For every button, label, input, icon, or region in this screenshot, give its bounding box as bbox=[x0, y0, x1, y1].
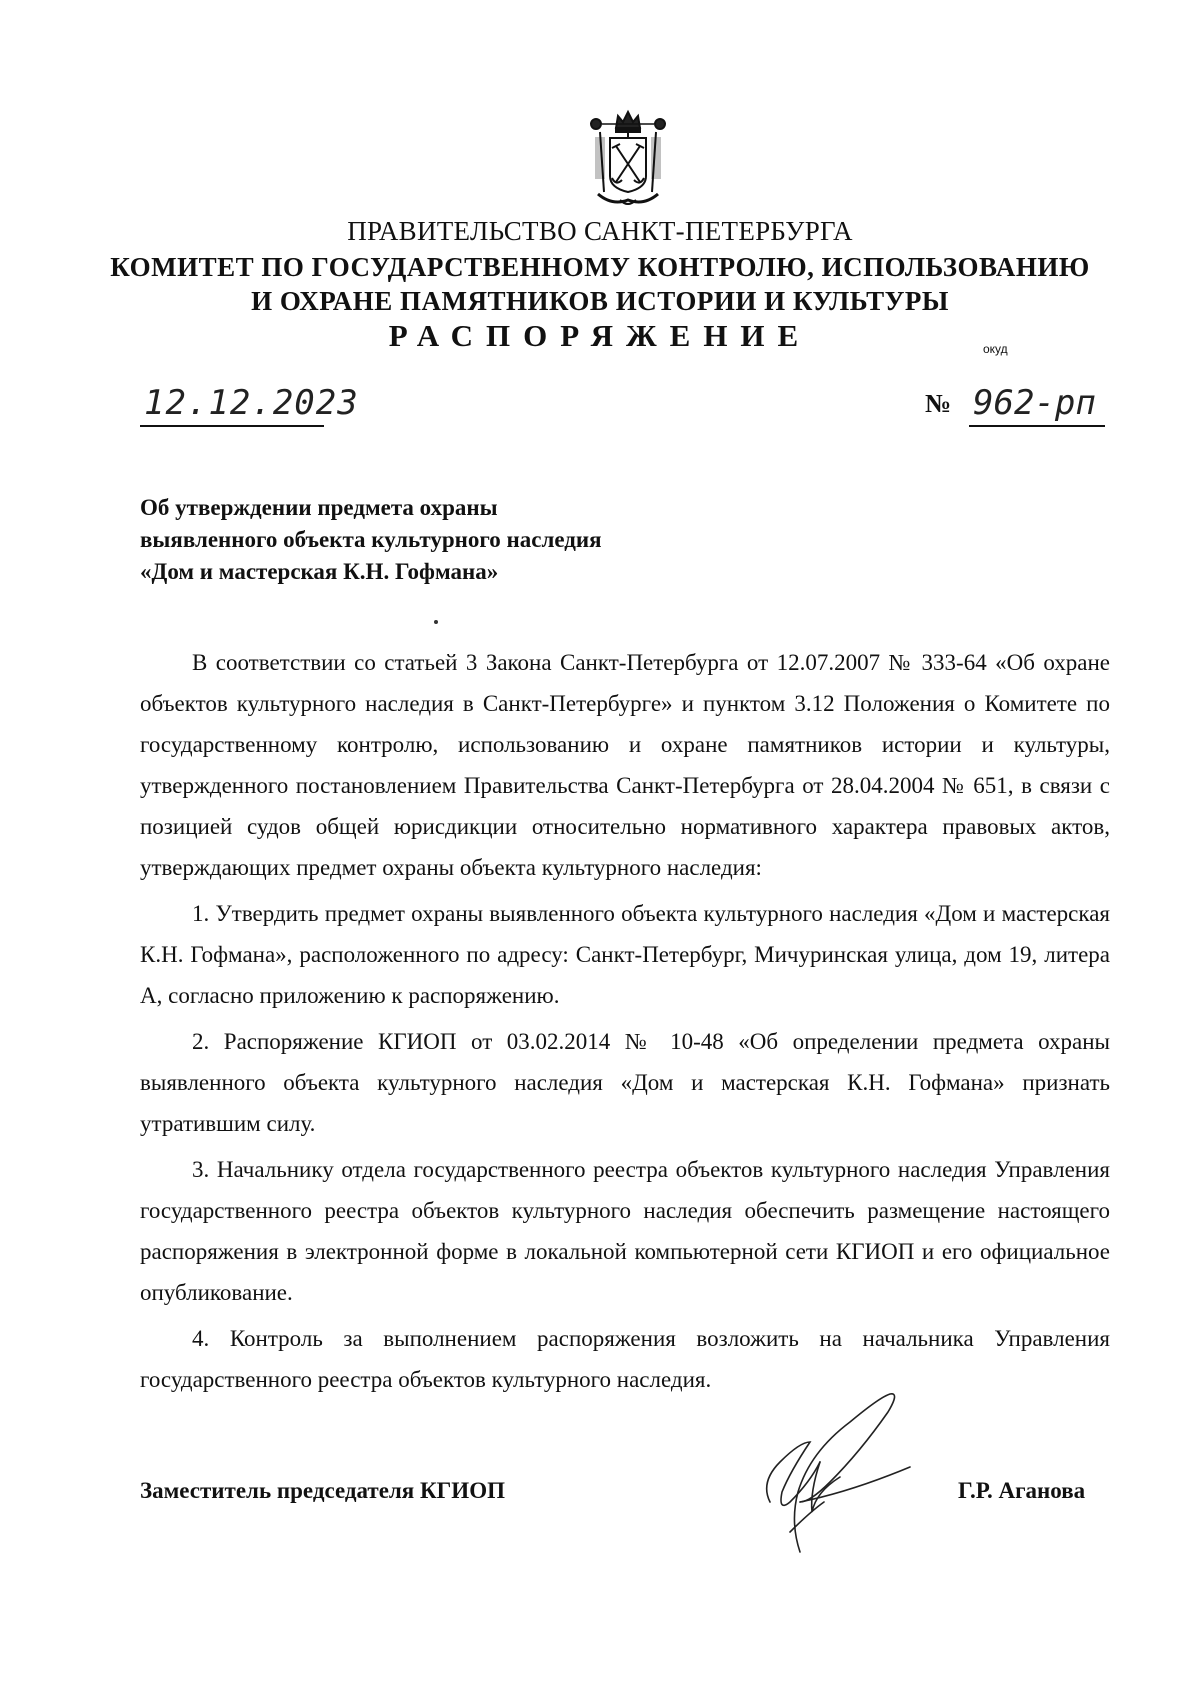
committee-title-line2: И ОХРАНЕ ПАМЯТНИКОВ ИСТОРИИ И КУЛЬТУРЫ bbox=[251, 286, 949, 316]
committee-title bbox=[0, 250, 1200, 318]
document-date-field bbox=[140, 383, 359, 427]
handwritten-signature bbox=[740, 1382, 940, 1564]
order-item-2: 2. Распоряжение КГИОП от 03.02.2014 № 10-48 «Об определении предмета охраны выявленного объекта культурного наследия «Дом и мастерская К.Н. Гофмана» признать утратившим силу. bbox=[140, 1029, 1110, 1136]
document-subject bbox=[140, 492, 602, 588]
document-number: 962-рп bbox=[973, 383, 1096, 423]
order-item-1: 1. Утвердить предмет охраны выявленного объекта культурного наследия «Дом и мастерская К.Н. Гофмана», расположенного по адресу: Санкт-Петербург, Мичуринская улица, дом 19, литера А, согласно приложению к распоряжению. bbox=[140, 901, 1110, 1008]
preamble-paragraph: В соответствии со статьей 3 Закона Санкт-Петербурга от 12.07.2007 № 333-64 «Об охране объектов культурного наследия в Санкт-Петербурге» и пунктом 3.12 Положения о Комитете по государственному контролю, использованию и охране памятников истории и культуры, утвержденного постановлением Правительства Санкт-Петербурга от 28.04.2004 № 651, в связи с позицией судов общей юрисдикции относительно нормативного характера правовых актов, утверждающих предмет охраны объекта культурного наследия: bbox=[140, 650, 1110, 880]
subject-line1: Об утверждении предмета охраны bbox=[140, 495, 498, 520]
government-title: ПРАВИТЕЛЬСТВО САНКТ-ПЕТЕРБУРГА bbox=[347, 216, 853, 246]
document-date: 12.12.2023 bbox=[144, 383, 359, 423]
order-item-3: 3. Начальнику отдела государственного реестра объектов культурного наследия Управления государственного реестра объектов культурного наследия обеспечить размещение настоящего распоряжения в электронной форме в локальной компьютерной сети КГИОП и его официальное опубликование. bbox=[140, 1157, 1110, 1305]
committee-title-line1: КОМИТЕТ ПО ГОСУДАРСТВЕННОМУ КОНТРОЛЮ, ИСПОЛЬЗОВАНИЮ bbox=[110, 252, 1090, 282]
signatory-position: Заместитель председателя КГИОП bbox=[140, 1478, 505, 1503]
subject-line2: выявленного объекта культурного наследия bbox=[140, 527, 602, 552]
document-body bbox=[140, 642, 1110, 1400]
document-type: РАСПОРЯЖЕНИЕ bbox=[388, 318, 812, 353]
number-underline bbox=[969, 385, 1105, 427]
stray-dot bbox=[434, 620, 438, 624]
number-sign: № bbox=[925, 389, 952, 418]
order-item-4: 4. Контроль за выполнением распоряжения возложить на начальника Управления государственного реестра объектов культурного наследия. bbox=[140, 1326, 1110, 1392]
okud-label: окуд bbox=[983, 342, 1008, 356]
document-number-field bbox=[925, 385, 1105, 425]
subject-line3: «Дом и мастерская К.Н. Гофмана» bbox=[140, 559, 499, 584]
coat-of-arms-icon bbox=[582, 108, 674, 210]
signatory-name: Г.Р. Аганова bbox=[958, 1478, 1086, 1503]
